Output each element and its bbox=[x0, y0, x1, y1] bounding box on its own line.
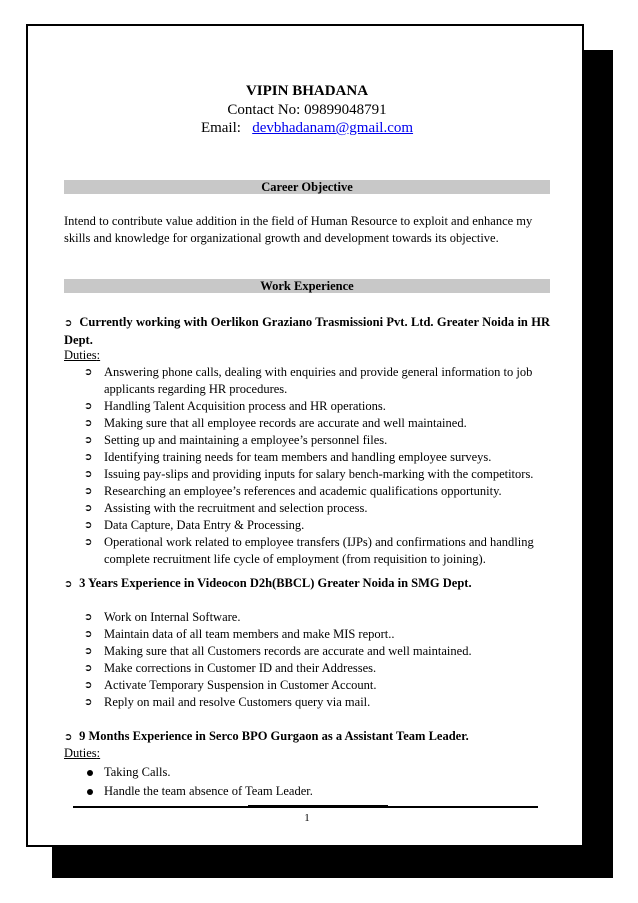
list-item bbox=[64, 677, 550, 694]
arrow-bullet-icon: ➲ bbox=[84, 520, 93, 531]
list-item-text: Data Capture, Data Entry & Processing. bbox=[104, 518, 305, 532]
career-objective-text: Intend to contribute value addition in the field of Human Resource to exploit and enhance my skills and knowledge for organizational growth and development towards its objective. bbox=[64, 214, 533, 245]
job-2-duties-list bbox=[64, 609, 550, 711]
arrow-bullet-icon: ➲ bbox=[84, 629, 93, 640]
arrow-bullet-icon: ➲ bbox=[64, 732, 73, 743]
list-item bbox=[64, 643, 550, 660]
job-title-2 bbox=[64, 575, 550, 593]
arrow-bullet-icon: ➲ bbox=[84, 537, 93, 548]
arrow-bullet-icon: ➲ bbox=[84, 680, 93, 691]
arrow-bullet-icon: ➲ bbox=[84, 486, 93, 497]
arrow-bullet-icon: ➲ bbox=[84, 646, 93, 657]
email-line bbox=[64, 119, 550, 137]
arrow-bullet-icon: ➲ bbox=[84, 435, 93, 446]
duties-label-3-text: Duties bbox=[64, 746, 97, 760]
list-item-text: Taking Calls. bbox=[104, 765, 171, 779]
list-item-text: Making sure that all employee records are accurate and well maintained. bbox=[104, 416, 467, 430]
list-item bbox=[64, 432, 550, 449]
resume-page bbox=[26, 24, 584, 847]
arrow-bullet-icon: ➲ bbox=[84, 452, 93, 463]
list-item bbox=[64, 694, 550, 711]
arrow-bullet-icon: ➲ bbox=[84, 401, 93, 412]
job-3-duties-list bbox=[64, 763, 550, 801]
job-title-3-text: 9 Months Experience in Serco BPO Gurgaon as a Assistant Team Leader. bbox=[79, 729, 469, 743]
list-item bbox=[64, 364, 550, 398]
list-item-text: Assisting with the recruitment and selection process. bbox=[104, 501, 368, 515]
job-title-3 bbox=[64, 728, 550, 746]
section-title-work-experience: Work Experience bbox=[64, 279, 550, 293]
duties-label-3: Duties: bbox=[64, 746, 101, 760]
arrow-bullet-icon: ➲ bbox=[84, 503, 93, 514]
list-item-text: Work on Internal Software. bbox=[104, 610, 241, 624]
list-item bbox=[64, 626, 550, 643]
email-link[interactable]: devbhadanam@gmail.com bbox=[252, 120, 414, 136]
list-item-text: Researching an employee’s references and academic qualifications opportunity. bbox=[104, 484, 502, 498]
job-title-1-text: Currently working with Oerlikon Graziano Trasmissioni Pvt. Ltd. Greater Noida in HR Dept. bbox=[64, 315, 551, 347]
list-item-text: Maintain data of all team members and make MIS report.. bbox=[104, 627, 395, 641]
list-item bbox=[64, 782, 550, 801]
duties-label-1: Duties: bbox=[64, 348, 101, 362]
arrow-bullet-icon: ➲ bbox=[84, 469, 93, 480]
list-item bbox=[64, 534, 550, 568]
list-item bbox=[64, 449, 550, 466]
list-item-text: Making sure that all Customers records are accurate and well maintained. bbox=[104, 644, 472, 658]
list-item-text: Handle the team absence of Team Leader. bbox=[104, 784, 313, 798]
page-number: 1 bbox=[304, 812, 310, 824]
list-item-text: Identifying training needs for team members and handling employee surveys. bbox=[104, 450, 492, 464]
arrow-bullet-icon: ➲ bbox=[64, 318, 73, 329]
list-item-text: Make corrections in Customer ID and their Addresses. bbox=[104, 661, 377, 675]
list-item bbox=[64, 763, 550, 782]
job-title-2-text: 3 Years Experience in Videocon D2h(BBCL) Greater Noida in SMG Dept. bbox=[79, 576, 472, 590]
footer-divider-accent bbox=[248, 805, 388, 808]
arrow-bullet-icon: ➲ bbox=[64, 579, 73, 590]
list-item bbox=[64, 609, 550, 626]
list-item-text: Operational work related to employee transfers (IJPs) and confirmations and handling complete recruitment life cycle of employment (from requisition to joining). bbox=[104, 535, 534, 566]
list-item bbox=[64, 500, 550, 517]
list-item bbox=[64, 483, 550, 500]
arrow-bullet-icon: ➲ bbox=[84, 697, 93, 708]
arrow-bullet-icon: ➲ bbox=[84, 663, 93, 674]
contact-number: Contact No: 09899048791 bbox=[227, 102, 387, 118]
list-item bbox=[64, 660, 550, 677]
dot-bullet-icon bbox=[87, 770, 93, 776]
job-1-duties-list bbox=[64, 364, 550, 568]
duties-label-1-text: Duties bbox=[64, 348, 97, 362]
list-item-text: Handling Talent Acquisition process and HR operations. bbox=[104, 399, 386, 413]
dot-bullet-icon bbox=[87, 789, 93, 795]
section-title-career-objective: Career Objective bbox=[64, 180, 550, 194]
list-item-text: Issuing pay-slips and providing inputs for salary bench-marking with the competitors. bbox=[104, 467, 534, 481]
list-item bbox=[64, 466, 550, 483]
list-item-text: Answering phone calls, dealing with enquiries and provide general information to job applicants regarding HR procedures. bbox=[104, 365, 533, 396]
list-item-text: Reply on mail and resolve Customers query via mail. bbox=[104, 695, 371, 709]
arrow-bullet-icon: ➲ bbox=[84, 612, 93, 623]
list-item-text: Setting up and maintaining a employee’s personnel files. bbox=[104, 433, 388, 447]
arrow-bullet-icon: ➲ bbox=[84, 418, 93, 429]
job-title-1 bbox=[64, 314, 550, 349]
list-item bbox=[64, 398, 550, 415]
email-label: Email: bbox=[200, 120, 241, 136]
list-item-text: Activate Temporary Suspension in Customer Account. bbox=[104, 678, 377, 692]
arrow-bullet-icon: ➲ bbox=[84, 367, 93, 378]
candidate-name: VIPIN BHADANA bbox=[245, 83, 369, 99]
list-item bbox=[64, 415, 550, 432]
list-item bbox=[64, 517, 550, 534]
